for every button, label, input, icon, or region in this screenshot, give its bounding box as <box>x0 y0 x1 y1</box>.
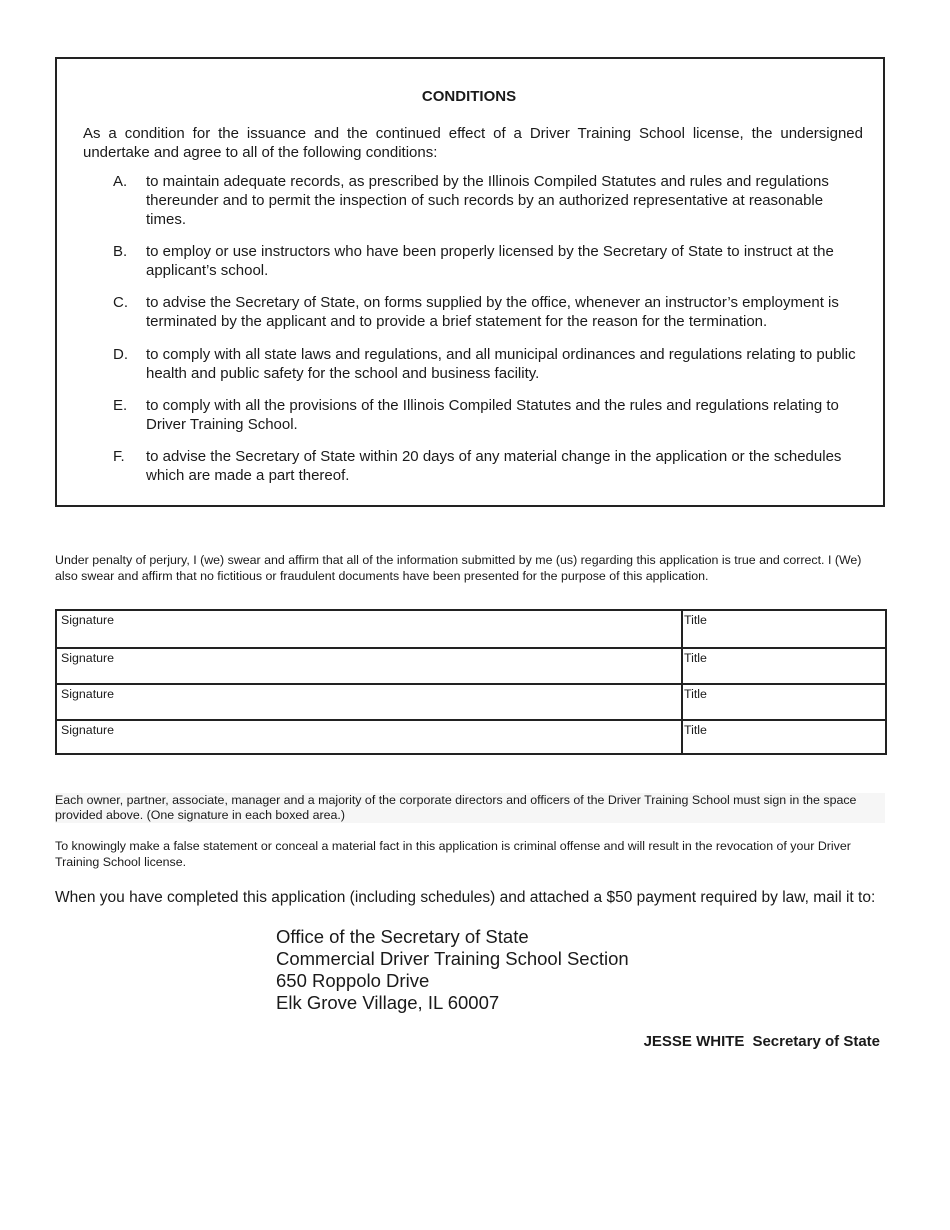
mailing-address <box>276 926 629 1014</box>
condition-text: to advise the Secretary of State, on forms supplied by the office, whenever an instructor’s employment is terminated by the applicant and to provide a brief statement for the reason for the termination. <box>146 294 839 330</box>
signature-label: Signature <box>61 651 115 665</box>
signature-row[interactable] <box>57 611 885 647</box>
address-line: 650 Roppolo Drive <box>276 970 430 991</box>
signature-label: Signature <box>61 687 115 701</box>
condition-text: to comply with all state laws and regulations, and all municipal ordinances and regulations relating to public health and public safety for the school and business facility. <box>146 346 856 382</box>
signatory-name: JESSE WHITE <box>643 1033 745 1050</box>
title-label: Title <box>684 613 707 627</box>
signature-row[interactable] <box>57 719 885 755</box>
condition-text: to comply with all the provisions of the Illinois Compiled Statutes and the rules and regulations relating to Driver Training School. <box>146 397 839 433</box>
signature-table <box>55 609 887 755</box>
condition-letter: E. <box>113 397 128 414</box>
signature-label: Signature <box>61 613 115 627</box>
condition-letter: D. <box>113 346 128 363</box>
title-label: Title <box>684 651 707 665</box>
condition-letter: F. <box>113 448 125 465</box>
signatory <box>644 1033 880 1050</box>
false-statement-warning: To knowingly make a false statement or conceal a material fact in this application is criminal offense and will result in the revocation of your Driver Training School license. <box>55 839 851 869</box>
address-line: Elk Grove Village, IL 60007 <box>276 992 500 1013</box>
conditions-intro: As a condition for the issuance and the continued effect of a Driver Training School license, the undersigned undertake and agree to all of the following conditions: <box>83 125 863 161</box>
conditions-title: CONDITIONS <box>421 88 517 105</box>
signature-label: Signature <box>61 723 115 737</box>
condition-letter: A. <box>113 173 128 190</box>
condition-text: to advise the Secretary of State within 20 days of any material change in the application or the schedules which are made a part thereof. <box>146 448 842 484</box>
column-divider <box>681 611 683 753</box>
signature-requirement-notice: Each owner, partner, associate, manager and a majority of the corporate directors and officers of the Driver Training School must sign in the space provided above. (One signature in each boxed area.) <box>55 793 885 823</box>
condition-letter: B. <box>113 243 128 260</box>
condition-letter: C. <box>113 294 128 311</box>
address-line: Office of the Secretary of State <box>276 926 529 947</box>
condition-text: to maintain adequate records, as prescribed by the Illinois Compiled Statutes and rules and regulations thereunder and to permit the inspection of such records by an authorized representative at reasonable times. <box>146 173 829 228</box>
address-line: Commercial Driver Training School Section <box>276 948 629 969</box>
perjury-statement: Under penalty of perjury, I (we) swear and affirm that all of the information submitted by me (us) regarding this application is true and correct. I (We) also swear and affirm that no fictitious or fraudulent documents have been presented for the purpose of this application. <box>55 553 862 583</box>
condition-text: to employ or use instructors who have been properly licensed by the Secretary of State to instruct at the applicant’s school. <box>146 243 834 279</box>
signature-row[interactable] <box>57 683 885 719</box>
mail-instruction: When you have completed this application (including schedules) and attached a $50 payment required by law, mail it to: <box>55 889 876 906</box>
signatory-title: Secretary of State <box>752 1033 880 1050</box>
title-label: Title <box>684 723 707 737</box>
signature-row[interactable] <box>57 647 885 683</box>
title-label: Title <box>684 687 707 701</box>
